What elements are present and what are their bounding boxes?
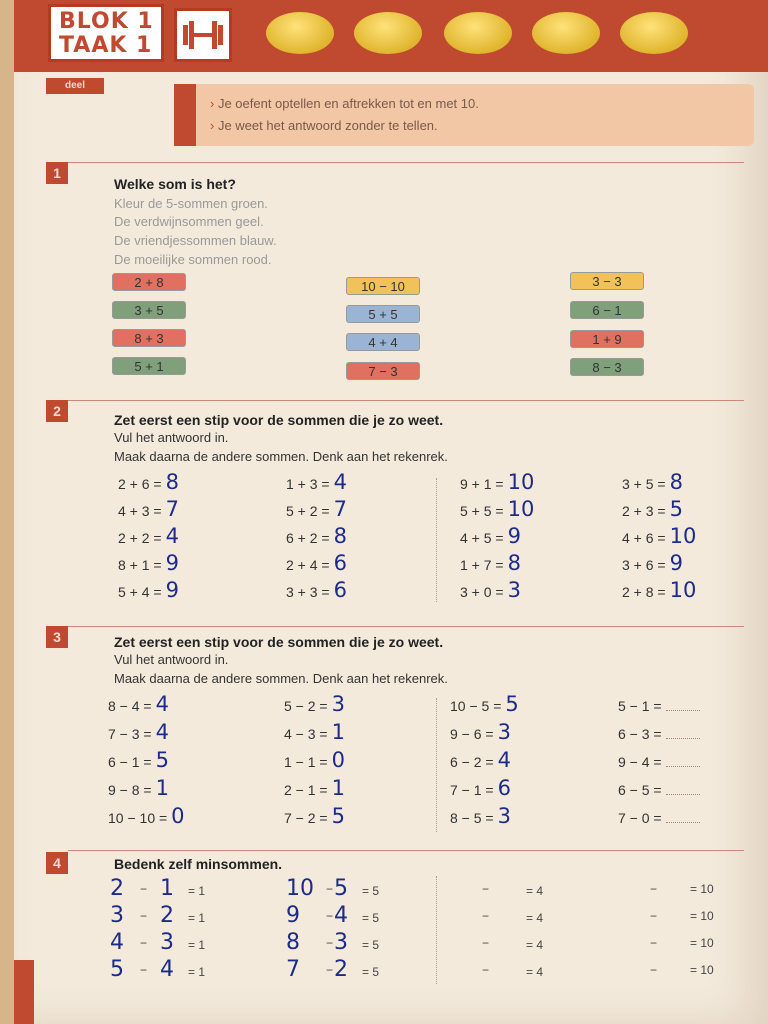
handwritten-number[interactable]: 5: [334, 876, 348, 901]
sum-question: 5 − 2 =: [284, 698, 328, 714]
sum-answer[interactable]: 9: [507, 524, 521, 548]
section-divider: [68, 850, 744, 851]
section-3-sum: [108, 692, 178, 716]
section-2-sum: [622, 551, 692, 575]
sum-answer[interactable]: 7: [165, 497, 179, 521]
sum-answer[interactable]: [666, 692, 700, 711]
sum-question: 5 + 5 =: [460, 503, 504, 519]
sum-answer[interactable]: 1: [331, 776, 345, 800]
deel-label: deel: [46, 78, 104, 94]
section-3-sum: [450, 720, 520, 744]
sum-chip[interactable]: 3 + 5: [112, 301, 186, 319]
sum-question: 9 + 1 =: [460, 476, 504, 492]
handwritten-number[interactable]: 10: [286, 876, 314, 901]
sum-question: 3 + 6 =: [622, 557, 666, 573]
dumbbell-icon: [174, 8, 232, 62]
sum-question: 4 − 3 =: [284, 726, 328, 742]
goal-2: › Je weet het antwoord zonder te tellen.: [210, 118, 438, 133]
progress-circle: [620, 12, 688, 54]
sum-question: 7 − 0 =: [618, 810, 662, 826]
sum-answer[interactable]: 4: [155, 692, 169, 716]
section-3-sum: [284, 776, 354, 800]
sum-question: 2 − 1 =: [284, 782, 328, 798]
section-4-title: Bedenk zelf minsommen.: [114, 856, 283, 872]
progress-circle: [532, 12, 600, 54]
minus-sign: −: [326, 909, 334, 923]
handwritten-number[interactable]: 3: [334, 930, 348, 955]
column-divider: [436, 478, 437, 602]
sum-question: 9 − 6 =: [450, 726, 494, 742]
section-3-sum: [108, 804, 193, 828]
section-3-title: Zet eerst een stip voor de sommen die je zo weet.: [114, 634, 444, 650]
sum-result: = 1: [188, 884, 206, 898]
sum-answer[interactable]: 5: [155, 748, 169, 772]
sum-question: 4 + 5 =: [460, 530, 504, 546]
section-3-sum: [284, 804, 354, 828]
section-divider: [68, 626, 744, 627]
section-2-sum: [118, 551, 188, 575]
section-3-sum: [618, 692, 700, 714]
section-2-sum: [118, 578, 188, 602]
sum-chip[interactable]: 2 + 8: [112, 273, 186, 291]
sum-answer[interactable]: 10: [669, 578, 697, 602]
handwritten-number[interactable]: 9: [286, 903, 300, 928]
section-3-sum: [284, 720, 354, 744]
sum-result: = 5: [362, 884, 380, 898]
section-2-sum: [460, 551, 530, 575]
section-2-title: Zet eerst een stip voor de sommen die je zo weet.: [114, 412, 444, 428]
sum-answer[interactable]: [666, 748, 700, 767]
sum-question: 4 + 3 =: [118, 503, 162, 519]
minus-sign: −: [140, 963, 148, 977]
sum-question: 2 + 6 =: [118, 476, 162, 492]
sum-answer[interactable]: 7: [333, 497, 347, 521]
minus-sign: −: [482, 963, 490, 977]
section-3-sum: [284, 692, 354, 716]
sum-result: = 4: [526, 911, 544, 925]
section-3-sum: [618, 720, 700, 742]
minus-sign: −: [140, 909, 148, 923]
sum-answer[interactable]: 4: [165, 524, 179, 548]
minus-sign: −: [140, 882, 148, 896]
section-2-sum: [622, 524, 696, 548]
sum-answer[interactable]: 5: [505, 692, 519, 716]
section-2-line: Maak daarna de andere sommen. Denk aan het rekenrek.: [114, 449, 448, 464]
sum-chip[interactable]: 4 + 4: [346, 333, 420, 351]
sum-question: 6 − 1 =: [108, 754, 152, 770]
sum-answer[interactable]: 6: [333, 578, 347, 602]
minus-sign: −: [650, 936, 658, 950]
section-2-sum: [286, 470, 356, 494]
minus-sign: −: [482, 909, 490, 923]
sum-answer[interactable]: 6: [497, 776, 511, 800]
minus-sign: −: [482, 882, 490, 896]
sum-question: 5 + 4 =: [118, 584, 162, 600]
sum-question: 6 − 3 =: [618, 726, 662, 742]
sum-answer[interactable]: 10: [669, 524, 697, 548]
sum-question: 10 − 10 =: [108, 810, 168, 826]
progress-circle: [444, 12, 512, 54]
section-2-sum: [286, 524, 356, 548]
block-task-badge: [48, 4, 164, 62]
section-2-sum: [286, 578, 356, 602]
sum-answer[interactable]: 10: [507, 470, 535, 494]
minus-sign: −: [482, 936, 490, 950]
section-1-title: Welke som is het?: [114, 176, 236, 192]
section-2-sum: [460, 470, 534, 494]
sum-answer[interactable]: 9: [165, 578, 179, 602]
sum-question: 1 − 1 =: [284, 754, 328, 770]
minus-sign: −: [650, 963, 658, 977]
section-1-line: De verdwijnsommen geel.: [114, 214, 264, 229]
sum-question: 4 + 6 =: [622, 530, 666, 546]
goals-bar: [174, 84, 196, 146]
sum-chip[interactable]: 7 − 3: [346, 362, 420, 380]
section-2-sum: [622, 497, 692, 521]
section-2-sum: [460, 524, 530, 548]
badge-line-1: BLOK 1: [59, 9, 154, 34]
sum-answer[interactable]: 9: [669, 551, 683, 575]
sum-answer[interactable]: 3: [507, 578, 521, 602]
sum-question: 6 − 2 =: [450, 754, 494, 770]
sum-answer[interactable]: 8: [165, 470, 179, 494]
handwritten-number[interactable]: 1: [160, 876, 174, 901]
sum-question: 6 + 2 =: [286, 530, 330, 546]
progress-circle: [266, 12, 334, 54]
sum-result: = 10: [690, 882, 714, 896]
sum-result: = 10: [690, 936, 714, 950]
badge-line-2: TAAK 1: [59, 33, 153, 58]
handwritten-number[interactable]: 4: [160, 957, 174, 982]
sum-result: = 5: [362, 965, 380, 979]
section-3-sum: [618, 776, 700, 798]
sum-answer[interactable]: 9: [165, 551, 179, 575]
column-divider: [436, 698, 437, 832]
sum-question: 3 + 0 =: [460, 584, 504, 600]
sum-chip[interactable]: 8 − 3: [570, 358, 644, 376]
section-3-sum: [450, 692, 527, 716]
section-1-number: 1: [46, 162, 68, 184]
section-3-sum: [618, 748, 700, 770]
sum-chip[interactable]: 8 + 3: [112, 329, 186, 347]
section-3-sum: [284, 748, 354, 772]
sum-result: = 5: [362, 911, 380, 925]
section-2-sum: [118, 524, 188, 548]
section-divider: [68, 400, 744, 401]
sum-question: 6 − 5 =: [618, 782, 662, 798]
sum-result: = 4: [526, 938, 544, 952]
sum-question: 8 − 4 =: [108, 698, 152, 714]
sum-answer[interactable]: 1: [331, 720, 345, 744]
minus-sign: −: [140, 936, 148, 950]
sum-chip[interactable]: 1 + 9: [570, 330, 644, 348]
section-3-sum: [618, 804, 700, 826]
section-4-number: 4: [46, 852, 68, 874]
section-2-sum: [460, 497, 534, 521]
handwritten-number[interactable]: 2: [110, 876, 124, 901]
sum-result: = 5: [362, 938, 380, 952]
minus-sign: −: [326, 936, 334, 950]
sum-question: 5 − 1 =: [618, 698, 662, 714]
sum-chip[interactable]: 3 − 3: [570, 272, 644, 290]
handwritten-number[interactable]: 4: [334, 903, 348, 928]
sum-answer[interactable]: 4: [497, 748, 511, 772]
section-2-sum: [622, 470, 692, 494]
sum-chip[interactable]: 5 + 5: [346, 305, 420, 323]
section-2-sum: [118, 497, 188, 521]
sum-question: 8 − 5 =: [450, 810, 494, 826]
minus-sign: −: [650, 882, 658, 896]
section-1-line: De vriendjessommen blauw.: [114, 233, 277, 248]
handwritten-number[interactable]: 3: [160, 930, 174, 955]
section-3-sum: [108, 748, 178, 772]
section-2-sum: [460, 578, 530, 602]
sum-answer[interactable]: [666, 720, 700, 739]
sum-result: = 4: [526, 965, 544, 979]
progress-circle: [354, 12, 422, 54]
section-1-line: De moeilijke sommen rood.: [114, 252, 272, 267]
sum-chip[interactable]: 6 − 1: [570, 301, 644, 319]
handwritten-number[interactable]: 8: [286, 930, 300, 955]
sum-answer[interactable]: 4: [155, 720, 169, 744]
goal-1: › Je oefent optellen en aftrekken tot en met 10.: [210, 96, 479, 111]
goals-box: [174, 84, 754, 146]
sum-question: 2 + 2 =: [118, 530, 162, 546]
sum-answer[interactable]: 0: [331, 748, 345, 772]
minus-sign: −: [326, 963, 334, 977]
sum-answer[interactable]: 8: [333, 524, 347, 548]
sum-answer[interactable]: 3: [497, 804, 511, 828]
sum-question: 1 + 7 =: [460, 557, 504, 573]
section-3-line: Vul het antwoord in.: [114, 652, 229, 667]
minus-sign: −: [326, 882, 334, 896]
section-2-sum: [286, 551, 356, 575]
handwritten-number[interactable]: 2: [160, 903, 174, 928]
sum-answer[interactable]: 10: [507, 497, 535, 521]
section-2-sum: [622, 578, 696, 602]
sum-result: = 10: [690, 909, 714, 923]
sum-question: 9 − 4 =: [618, 754, 662, 770]
sum-answer[interactable]: 5: [669, 497, 683, 521]
sum-answer[interactable]: 8: [669, 470, 683, 494]
sum-answer[interactable]: 8: [507, 551, 521, 575]
handwritten-number[interactable]: 2: [334, 957, 348, 982]
sum-question: 5 + 2 =: [286, 503, 330, 519]
sum-question: 2 + 8 =: [622, 584, 666, 600]
sum-answer[interactable]: 5: [331, 804, 345, 828]
section-divider: [68, 162, 744, 163]
section-3-sum: [450, 748, 520, 772]
handwritten-number[interactable]: 3: [110, 903, 124, 928]
section-3-sum: [108, 720, 178, 744]
section-2-sum: [118, 470, 188, 494]
sum-question: 2 + 4 =: [286, 557, 330, 573]
sum-result: = 1: [188, 965, 206, 979]
handwritten-number[interactable]: 7: [286, 957, 300, 982]
sum-question: 8 + 1 =: [118, 557, 162, 573]
column-divider: [436, 876, 437, 984]
sum-answer[interactable]: [666, 776, 700, 795]
sum-question: 7 − 2 =: [284, 810, 328, 826]
page-corner: [14, 960, 34, 1024]
section-3-number: 3: [46, 626, 68, 648]
sum-question: 10 − 5 =: [450, 698, 502, 714]
section-3-sum: [450, 776, 520, 800]
sum-question: 7 − 3 =: [108, 726, 152, 742]
sum-answer[interactable]: 3: [331, 692, 345, 716]
handwritten-number[interactable]: 5: [110, 957, 124, 982]
minus-sign: −: [650, 909, 658, 923]
sum-result: = 1: [188, 938, 206, 952]
section-2-line: Vul het antwoord in.: [114, 430, 229, 445]
sum-answer[interactable]: 4: [333, 470, 347, 494]
sum-answer[interactable]: 1: [155, 776, 169, 800]
workbook-page: [14, 0, 768, 1024]
sum-answer[interactable]: 0: [171, 804, 185, 828]
sum-chip[interactable]: 5 + 1: [112, 357, 186, 375]
section-3-sum: [108, 776, 178, 800]
sum-answer[interactable]: [666, 804, 700, 823]
sum-question: 3 + 5 =: [622, 476, 666, 492]
section-2-number: 2: [46, 400, 68, 422]
sum-chip[interactable]: 10 − 10: [346, 277, 420, 295]
section-2-sum: [286, 497, 356, 521]
sum-question: 2 + 3 =: [622, 503, 666, 519]
section-1-line: Kleur de 5-sommen groen.: [114, 196, 268, 211]
sum-question: 7 − 1 =: [450, 782, 494, 798]
sum-result: = 10: [690, 963, 714, 977]
section-3-sum: [450, 804, 520, 828]
sum-question: 9 − 8 =: [108, 782, 152, 798]
sum-result: = 4: [526, 884, 544, 898]
sum-question: 3 + 3 =: [286, 584, 330, 600]
sum-answer[interactable]: 6: [333, 551, 347, 575]
sum-result: = 1: [188, 911, 206, 925]
section-3-line: Maak daarna de andere sommen. Denk aan het rekenrek.: [114, 671, 448, 686]
handwritten-number[interactable]: 4: [110, 930, 124, 955]
sum-question: 1 + 3 =: [286, 476, 330, 492]
sum-answer[interactable]: 3: [497, 720, 511, 744]
